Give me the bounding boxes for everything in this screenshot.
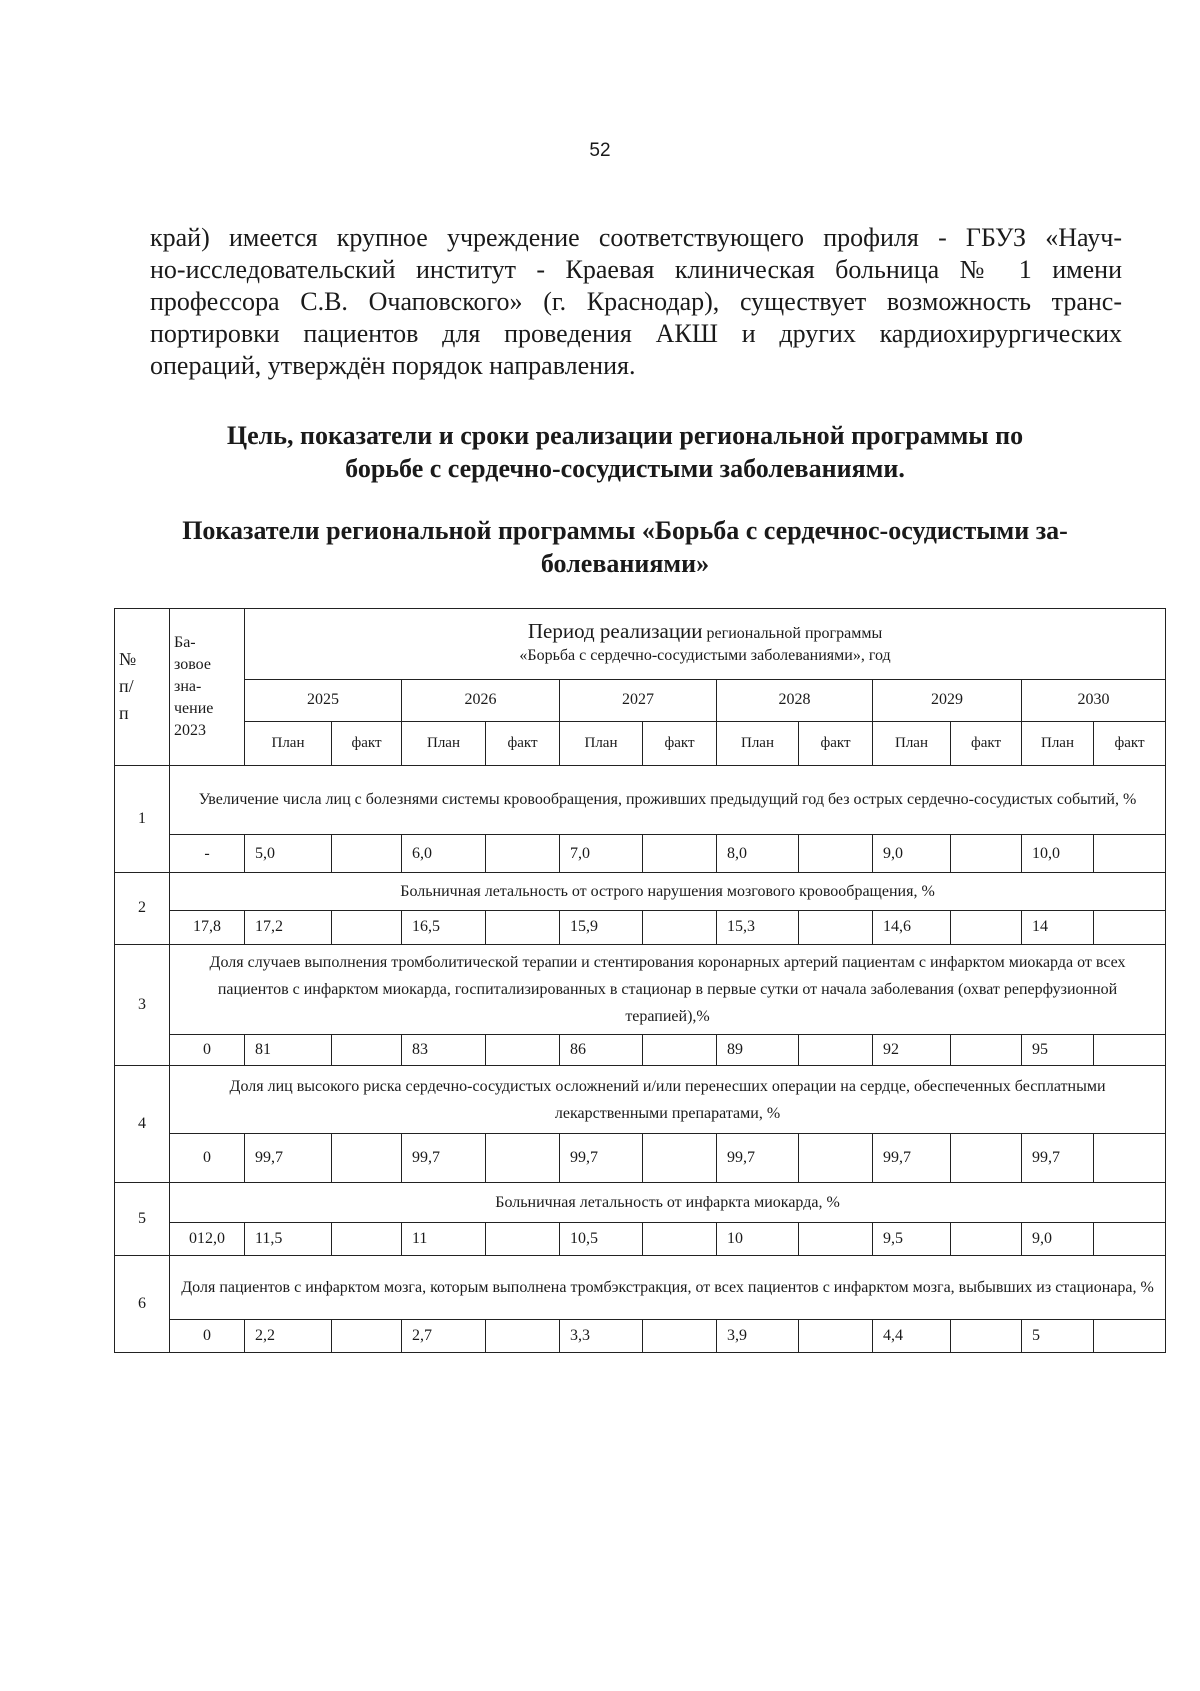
fact-value	[951, 1222, 1022, 1255]
row-number: 1	[115, 765, 170, 872]
header-base-line: 2023	[174, 721, 206, 739]
plan-value: 9,5	[873, 1222, 951, 1255]
heading-line: Цель, показатели и сроки реализации региональной программы по	[226, 421, 1024, 450]
plan-value: 10	[717, 1222, 799, 1255]
plan-value: 89	[717, 1035, 799, 1066]
fact-value	[951, 835, 1022, 873]
header-number-cell	[115, 609, 170, 766]
row-number: 4	[115, 1065, 170, 1182]
plan-value: 86	[560, 1035, 643, 1066]
plan-value: 4,4	[873, 1319, 951, 1352]
fact-value	[486, 911, 560, 944]
plan-value: 3,3	[560, 1319, 643, 1352]
plan-header: План	[560, 721, 643, 765]
fact-header: факт	[951, 721, 1022, 765]
base-value: -	[170, 835, 245, 873]
base-value: 012,0	[170, 1222, 245, 1255]
header-number-line: п	[119, 703, 129, 724]
fact-value	[799, 1222, 873, 1255]
base-value: 0	[170, 1134, 245, 1183]
fact-value	[643, 911, 717, 944]
plan-value: 15,3	[717, 911, 799, 944]
fact-value	[643, 1319, 717, 1352]
fact-value	[486, 1035, 560, 1066]
plan-value: 11	[402, 1222, 486, 1255]
intro-line: но-исследовательский институт - Краевая клиническая больница № 1 имени	[150, 255, 1122, 284]
header-period-cell	[245, 609, 1166, 680]
indicator-title: Увеличение числа лиц с болезнями системы кровообращения, проживших предыдущий год без острых сердечно-сосудистых событий, %	[170, 765, 1166, 835]
fact-header: факт	[643, 721, 717, 765]
plan-value: 81	[245, 1035, 332, 1066]
plan-header: План	[245, 721, 332, 765]
fact-value	[1094, 1222, 1166, 1255]
plan-header: План	[873, 721, 951, 765]
fact-value	[332, 1222, 402, 1255]
plan-value: 8,0	[717, 835, 799, 873]
fact-value	[332, 1134, 402, 1183]
year-header-2026: 2026	[402, 679, 560, 721]
page-number: 52	[589, 140, 611, 161]
plan-value: 99,7	[402, 1134, 486, 1183]
plan-value: 15,9	[560, 911, 643, 944]
heading-line: борьбе с сердечно-сосудистыми заболеваниями.	[345, 454, 905, 483]
plan-value: 14,6	[873, 911, 951, 944]
fact-header: факт	[799, 721, 873, 765]
fact-value	[643, 1222, 717, 1255]
row-number: 2	[115, 872, 170, 944]
fact-value	[643, 1035, 717, 1066]
intro-line: край) имеется крупное учреждение соответствующего профиля - ГБУЗ «Науч-	[150, 223, 1122, 252]
fact-value	[951, 1035, 1022, 1066]
header-period-line2: «Борьба с сердечно-сосудистыми заболеваниями», год	[519, 647, 891, 665]
base-value: 17,8	[170, 911, 245, 944]
plan-value: 11,5	[245, 1222, 332, 1255]
fact-value	[332, 1035, 402, 1066]
base-value: 0	[170, 1319, 245, 1352]
intro-paragraph	[150, 222, 1122, 382]
plan-value: 16,5	[402, 911, 486, 944]
fact-value	[486, 1222, 560, 1255]
table-heading	[130, 514, 1120, 580]
indicator-title: Доля пациентов с инфарктом мозга, которым выполнена тромбэкстракция, от всех пациентов с инфарктом мозга, выбывших из стационара, %	[170, 1255, 1166, 1319]
row-number: 5	[115, 1182, 170, 1255]
fact-value	[799, 1319, 873, 1352]
fact-value	[1094, 1035, 1166, 1066]
row-number: 3	[115, 944, 170, 1065]
header-period-rest: региональной программы	[706, 625, 883, 643]
fact-value	[332, 835, 402, 873]
base-value: 0	[170, 1035, 245, 1066]
plan-header: План	[1022, 721, 1094, 765]
plan-value: 10,0	[1022, 835, 1094, 873]
plan-value: 83	[402, 1035, 486, 1066]
plan-value: 17,2	[245, 911, 332, 944]
fact-header: факт	[1094, 721, 1166, 765]
plan-value: 14	[1022, 911, 1094, 944]
plan-value: 99,7	[873, 1134, 951, 1183]
plan-value: 5,0	[245, 835, 332, 873]
plan-value: 2,2	[245, 1319, 332, 1352]
plan-value: 6,0	[402, 835, 486, 873]
plan-header: План	[402, 721, 486, 765]
header-base-line: зна-	[174, 677, 202, 695]
fact-value	[799, 1035, 873, 1066]
fact-value	[486, 1319, 560, 1352]
header-base-line: чение	[174, 699, 214, 717]
indicators-table	[114, 608, 1166, 1353]
year-header-2027: 2027	[560, 679, 717, 721]
fact-value	[643, 835, 717, 873]
fact-value	[332, 911, 402, 944]
plan-value: 99,7	[717, 1134, 799, 1183]
plan-value: 5	[1022, 1319, 1094, 1352]
plan-value: 2,7	[402, 1319, 486, 1352]
fact-value	[1094, 835, 1166, 873]
fact-value	[332, 1319, 402, 1352]
indicator-title: Доля случаев выполнения тромболитической терапии и стентирования коронарных артерий пациентам с инфарктом миокарда от всех пациентов с инфарктом миокарда, госпитализированных в стационар в первые сутки от начала заболевания (охват реперфузионной терапией),%	[170, 944, 1166, 1035]
fact-value	[799, 911, 873, 944]
header-number-line: №	[119, 649, 137, 670]
fact-value	[643, 1134, 717, 1183]
plan-value: 9,0	[873, 835, 951, 873]
fact-value	[799, 1134, 873, 1183]
fact-value	[951, 911, 1022, 944]
header-period-prefix: Период реализации	[527, 619, 703, 644]
plan-value: 95	[1022, 1035, 1094, 1066]
fact-value	[951, 1134, 1022, 1183]
fact-value	[1094, 1319, 1166, 1352]
indicator-title: Больничная летальность от острого нарушения мозгового кровообращения, %	[170, 872, 1166, 911]
heading-line: Показатели региональной программы «Борьба с сердечнос-осудистыми за-	[182, 516, 1068, 545]
plan-value: 99,7	[1022, 1134, 1094, 1183]
intro-line: портировки пациентов для проведения АКШ и других кардиохирургических	[150, 319, 1122, 348]
intro-line: операций, утверждён порядок направления.	[150, 351, 636, 380]
header-base-line: зовое	[174, 655, 211, 673]
fact-value	[1094, 1134, 1166, 1183]
section-heading	[130, 419, 1120, 485]
header-base-cell	[170, 609, 245, 766]
plan-value: 10,5	[560, 1222, 643, 1255]
plan-header: План	[717, 721, 799, 765]
row-number: 6	[115, 1255, 170, 1352]
intro-line: профессора С.В. Очаповского» (г. Краснодар), существует возможность транс-	[150, 287, 1122, 316]
year-header-2025: 2025	[245, 679, 402, 721]
heading-line: болеваниями»	[540, 549, 710, 578]
plan-value: 99,7	[560, 1134, 643, 1183]
indicator-title: Больничная летальность от инфаркта миокарда, %	[170, 1182, 1166, 1222]
header-number-line: п/	[119, 676, 134, 697]
fact-value	[951, 1319, 1022, 1352]
fact-header: факт	[486, 721, 560, 765]
indicator-title: Доля лиц высокого риска сердечно-сосудистых осложнений и/или перенесших операции на сердце, обеспеченных бесплатными лекарственными препаратами, %	[170, 1065, 1166, 1133]
plan-value: 99,7	[245, 1134, 332, 1183]
header-base-line: Ба-	[174, 633, 196, 651]
fact-header: факт	[332, 721, 402, 765]
year-header-2028: 2028	[717, 679, 873, 721]
plan-value: 7,0	[560, 835, 643, 873]
fact-value	[1094, 911, 1166, 944]
fact-value	[486, 835, 560, 873]
plan-value: 3,9	[717, 1319, 799, 1352]
fact-value	[486, 1134, 560, 1183]
year-header-2029: 2029	[873, 679, 1022, 721]
plan-value: 9,0	[1022, 1222, 1094, 1255]
fact-value	[799, 835, 873, 873]
plan-value: 92	[873, 1035, 951, 1066]
year-header-2030: 2030	[1022, 679, 1166, 721]
